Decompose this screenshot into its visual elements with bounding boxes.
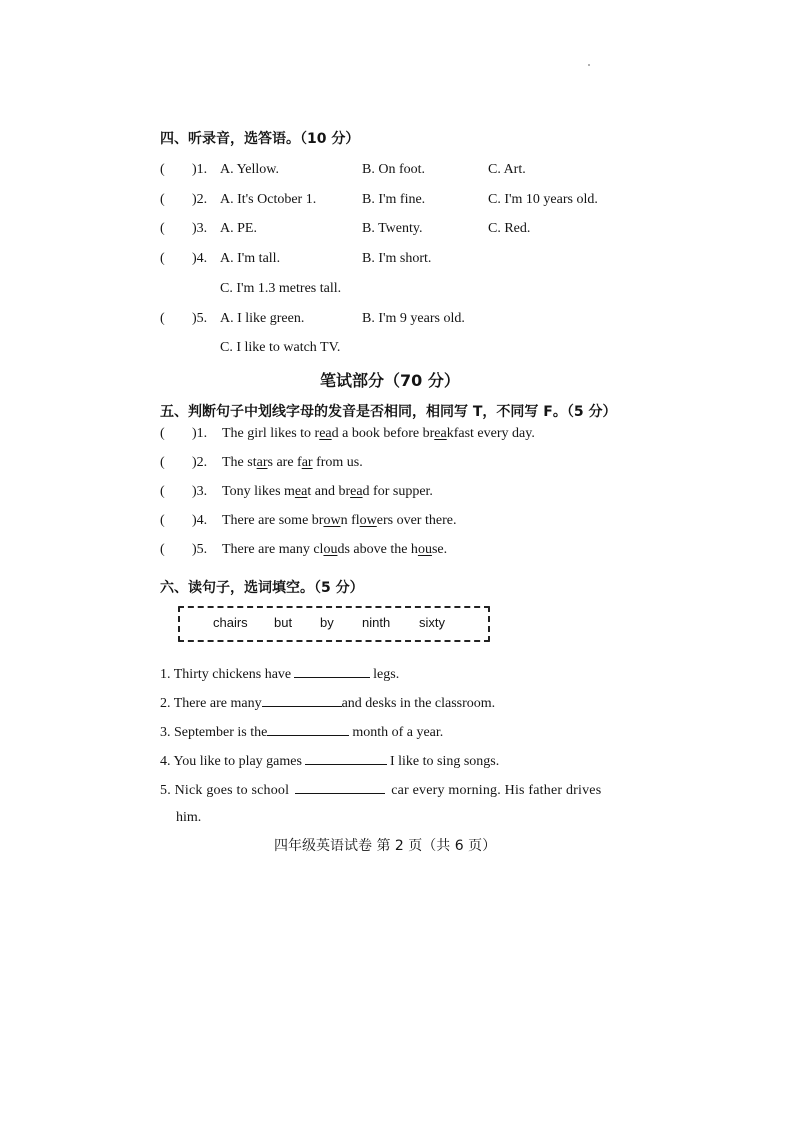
q4-1-option-c: C. Art. xyxy=(488,162,526,177)
q5-3-number: )3. xyxy=(192,484,208,499)
q4-2-option-a: A. It's October 1. xyxy=(220,192,317,207)
underlined-letters: ar xyxy=(256,455,268,470)
underlined-letters: ou xyxy=(323,542,338,557)
q6-5: 5. Nick goes to school car every morning. His father drives xyxy=(160,783,602,798)
underlined-letters: ow xyxy=(323,513,341,528)
q4-4-option-c: C. I'm 1.3 metres tall. xyxy=(220,281,342,296)
underlined-letters: ow xyxy=(359,513,377,528)
underlined-letters: ea xyxy=(434,426,447,441)
q4-3-option-c: C. Red. xyxy=(488,221,531,236)
word-bank-item: chairs xyxy=(213,615,248,630)
q5-1-sentence: The girl likes to read a book before breakfast every day. xyxy=(222,426,535,441)
written-part-title: 笔试部分（70 分） xyxy=(320,371,460,390)
q4-3-number: )3. xyxy=(192,221,208,236)
q4-4-number: )4. xyxy=(192,251,208,266)
answer-blank[interactable] xyxy=(294,665,370,678)
q6-1: 1. Thirty chickens have legs. xyxy=(160,667,400,682)
word-bank-item: by xyxy=(320,615,334,630)
q4-1-paren: ( xyxy=(160,162,165,177)
q4-2-option-c: C. I'm 10 years old. xyxy=(488,192,598,207)
q5-3-sentence: Tony likes meat and bread for supper. xyxy=(222,484,433,499)
scan-speck xyxy=(588,64,590,66)
q6-5-continuation: him. xyxy=(176,810,202,825)
answer-blank[interactable] xyxy=(295,781,385,794)
q4-5-option-b: B. I'm 9 years old. xyxy=(362,311,465,326)
underlined-letters: ea xyxy=(319,426,332,441)
q6-3: 3. September is the month of a year. xyxy=(160,725,444,740)
q5-4-paren: ( xyxy=(160,513,165,528)
answer-blank[interactable] xyxy=(305,752,387,765)
underlined-letters: ou xyxy=(417,542,432,557)
q4-1-option-a: A. Yellow. xyxy=(220,162,279,177)
underlined-letters: ar xyxy=(301,455,313,470)
q4-5-option-c: C. I like to watch TV. xyxy=(220,340,341,355)
q4-4-option-b: B. I'm short. xyxy=(362,251,432,266)
q4-3-option-a: A. PE. xyxy=(220,221,257,236)
answer-blank[interactable] xyxy=(262,694,342,707)
q4-1-number: )1. xyxy=(192,162,208,177)
q5-4-sentence: There are some brown flowers over there. xyxy=(222,513,457,528)
word-bank-item: sixty xyxy=(419,615,445,630)
q4-2-paren: ( xyxy=(160,192,165,207)
q5-2-sentence: The stars are far from us. xyxy=(222,455,363,470)
q4-4-paren: ( xyxy=(160,251,165,266)
q5-2-number: )2. xyxy=(192,455,208,470)
q5-2-paren: ( xyxy=(160,455,165,470)
section4-heading: 四、听录音，选答语。（10 分） xyxy=(160,131,360,147)
page-footer: 四年级英语试卷 第 2 页（共 6 页） xyxy=(274,838,497,854)
q4-5-option-a: A. I like green. xyxy=(220,311,305,326)
underlined-letters: ea xyxy=(350,484,363,499)
q5-5-paren: ( xyxy=(160,542,165,557)
word-bank-item: but xyxy=(274,615,293,630)
section6-heading: 六、读句子，选词填空。（5 分） xyxy=(160,580,364,596)
q5-3-paren: ( xyxy=(160,484,165,499)
answer-blank[interactable] xyxy=(267,723,349,736)
q5-5-number: )5. xyxy=(192,542,208,557)
q6-4: 4. You like to play games I like to sing songs. xyxy=(160,754,500,769)
section5-heading: 五、判断句子中划线字母的发音是否相同，相同写 T，不同写 F。（5 分） xyxy=(160,404,617,420)
underlined-letters: ea xyxy=(294,484,308,499)
q4-4-option-a: A. I'm tall. xyxy=(220,251,281,266)
q5-1-number: )1. xyxy=(192,426,208,441)
q4-5-paren: ( xyxy=(160,311,165,326)
q4-3-paren: ( xyxy=(160,221,165,236)
q4-2-number: )2. xyxy=(192,192,208,207)
q4-3-option-b: B. Twenty. xyxy=(362,221,423,236)
q4-2-option-b: B. I'm fine. xyxy=(362,192,426,207)
q5-4-number: )4. xyxy=(192,513,208,528)
q4-5-number: )5. xyxy=(192,311,208,326)
q5-5-sentence: There are many clouds above the house. xyxy=(222,542,448,557)
q4-1-option-b: B. On foot. xyxy=(362,162,425,177)
q5-1-paren: ( xyxy=(160,426,165,441)
q6-2: 2. There are many and desks in the classroom. xyxy=(160,696,496,711)
word-bank-item: ninth xyxy=(362,615,391,630)
